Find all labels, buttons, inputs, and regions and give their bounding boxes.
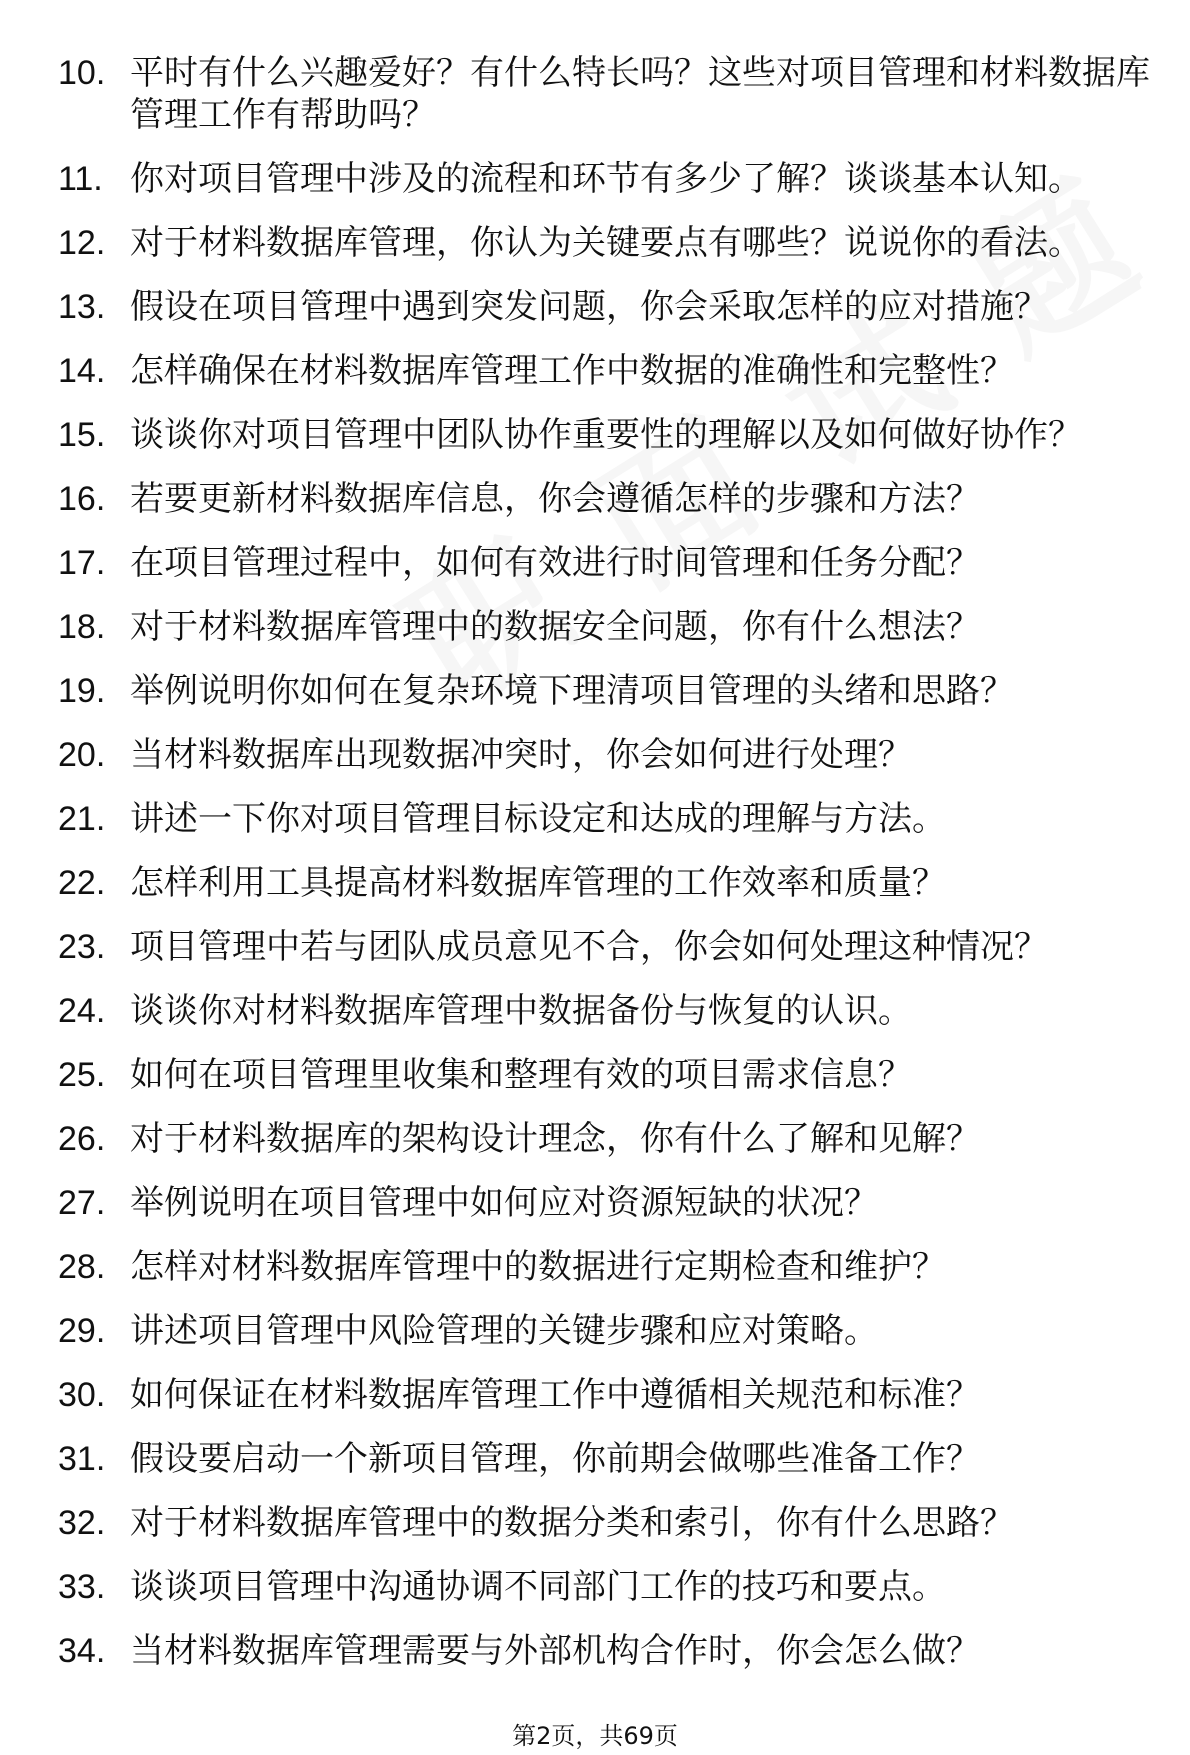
question-text: 你对项目管理中涉及的流程和环节有多少了解？谈谈基本认知。 [130, 159, 1082, 199]
question-text: 当材料数据库出现数据冲突时，你会如何进行处理？ [130, 735, 912, 775]
question-number: 11. [58, 160, 103, 198]
question-item [58, 1374, 1163, 1416]
question-text: 对于材料数据库管理，你认为关键要点有哪些？说说你的看法。 [130, 223, 1082, 263]
question-number: 20. [58, 736, 106, 774]
question-item [58, 926, 1163, 968]
question-text: 怎样利用工具提高材料数据库管理的工作效率和质量？ [130, 863, 946, 903]
question-text: 讲述一下你对项目管理目标设定和达成的理解与方法。 [130, 799, 946, 839]
question-text: 对于材料数据库管理中的数据安全问题，你有什么想法？ [130, 607, 980, 647]
question-item [58, 1502, 1163, 1544]
question-text: 举例说明你如何在复杂环境下理清项目管理的头绪和思路？ [130, 671, 1014, 711]
question-item [58, 350, 1163, 392]
question-text: 项目管理中若与团队成员意见不合，你会如何处理这种情况？ [130, 927, 1048, 967]
question-number: 27. [58, 1184, 106, 1222]
question-item [58, 542, 1163, 584]
question-item [58, 222, 1163, 264]
question-item [58, 158, 1163, 200]
question-item [58, 862, 1163, 904]
question-text: 谈谈你对材料数据库管理中数据备份与恢复的认识。 [130, 991, 912, 1031]
question-number: 33. [58, 1568, 106, 1606]
question-item [58, 1182, 1163, 1224]
question-text: 如何保证在材料数据库管理工作中遵循相关规范和标准？ [130, 1375, 980, 1415]
question-item [58, 734, 1163, 776]
question-item [58, 52, 1163, 136]
question-number: 31. [58, 1440, 106, 1478]
question-item [58, 1566, 1163, 1608]
question-item [58, 1630, 1163, 1672]
question-number: 21. [58, 800, 106, 838]
question-item [58, 990, 1163, 1032]
question-number: 34. [58, 1632, 106, 1670]
question-number: 29. [58, 1312, 106, 1350]
question-number: 24. [58, 992, 106, 1030]
question-text: 平时有什么兴趣爱好？有什么特长吗？这些对项目管理和材料数据库管理工作有帮助吗？ [130, 53, 1150, 135]
question-number: 16. [58, 480, 106, 518]
question-text: 对于材料数据库的架构设计理念，你有什么了解和见解？ [130, 1119, 980, 1159]
question-number: 22. [58, 864, 106, 902]
question-number: 28. [58, 1248, 106, 1286]
question-item [58, 414, 1163, 456]
question-number: 23. [58, 928, 106, 966]
question-text: 讲述项目管理中风险管理的关键步骤和应对策略。 [130, 1311, 878, 1351]
question-number: 19. [58, 672, 106, 710]
question-item [58, 1054, 1163, 1096]
question-number: 14. [58, 352, 106, 390]
question-number: 12. [58, 224, 106, 262]
question-item [58, 1310, 1163, 1352]
question-text: 举例说明在项目管理中如何应对资源短缺的状况？ [130, 1183, 878, 1223]
question-text: 假设要启动一个新项目管理，你前期会做哪些准备工作？ [130, 1439, 980, 1479]
question-text: 当材料数据库管理需要与外部机构合作时，你会怎么做？ [130, 1631, 980, 1671]
page-footer [0, 1716, 1190, 1751]
question-item [58, 606, 1163, 648]
question-number: 25. [58, 1056, 106, 1094]
question-text: 怎样确保在材料数据库管理工作中数据的准确性和完整性？ [130, 351, 1014, 391]
question-number: 26. [58, 1120, 106, 1158]
question-number: 13. [58, 288, 106, 326]
question-text: 如何在项目管理里收集和整理有效的项目需求信息？ [130, 1055, 912, 1095]
question-number: 15. [58, 416, 106, 454]
question-item [58, 1246, 1163, 1288]
question-text: 谈谈你对项目管理中团队协作重要性的理解以及如何做好协作？ [130, 415, 1082, 455]
question-text: 谈谈项目管理中沟通协调不同部门工作的技巧和要点。 [130, 1567, 946, 1607]
page-number-label: 第2页，共69页 [512, 1722, 678, 1750]
question-number: 18. [58, 608, 106, 646]
question-number: 32. [58, 1504, 106, 1542]
question-item [58, 286, 1163, 328]
question-number: 30. [58, 1376, 106, 1414]
question-number: 10. [58, 54, 106, 92]
question-text: 对于材料数据库管理中的数据分类和索引，你有什么思路？ [130, 1503, 1014, 1543]
question-text: 若要更新材料数据库信息，你会遵循怎样的步骤和方法？ [130, 479, 980, 519]
question-text: 在项目管理过程中，如何有效进行时间管理和任务分配？ [130, 543, 980, 583]
question-number: 17. [58, 544, 106, 582]
question-text: 怎样对材料数据库管理中的数据进行定期检查和维护？ [130, 1247, 946, 1287]
question-list [58, 52, 1163, 1694]
question-item [58, 798, 1163, 840]
question-text: 假设在项目管理中遇到突发问题，你会采取怎样的应对措施？ [130, 287, 1048, 327]
question-item [58, 670, 1163, 712]
question-item [58, 1438, 1163, 1480]
question-item [58, 478, 1163, 520]
question-item [58, 1118, 1163, 1160]
